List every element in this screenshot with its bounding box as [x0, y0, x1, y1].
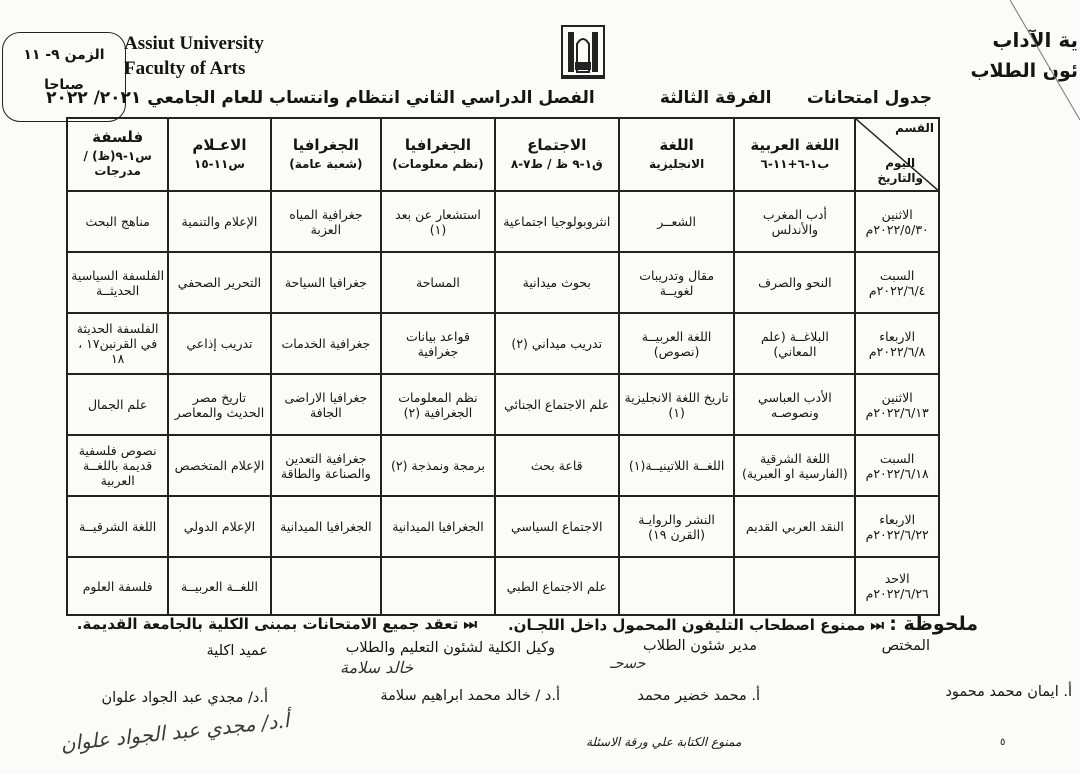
- note-1-text: ممنوع اصطحاب التليفون المحمول داخل اللجـان.: [507, 616, 866, 634]
- subject-cell: الإعلام الدولي: [168, 496, 270, 557]
- day-name: السبت: [879, 450, 915, 466]
- table-body: [67, 191, 939, 615]
- subject-cell: الشعــر: [619, 191, 735, 252]
- subject-cell: مقال وتدريبات لغويــة: [619, 252, 735, 313]
- day-date-cell: [855, 191, 939, 252]
- table-row: [67, 435, 939, 496]
- subject-cell: قواعد بيانات جغرافية: [381, 313, 495, 374]
- department-header: الاجتماع ق١-٩ ظ / ط٧-٨: [495, 118, 619, 191]
- subject-cell: تدريب إذاعي: [168, 313, 270, 374]
- subject-cell: [734, 557, 855, 615]
- subject-cell: قاعة بحث: [495, 435, 619, 496]
- subject-cell: علم الاجتماع الطبي: [495, 557, 619, 615]
- fast-forward-icon: ⏭: [463, 615, 477, 633]
- subject-cell: التحرير الصحفي: [168, 252, 270, 313]
- subject-cell: بحوث ميدانية: [495, 252, 619, 313]
- handwritten-signature-dean: أ.د/ مجدي عبد الجواد علوان: [59, 708, 291, 756]
- subject-cell: الفلسفة الحديثة في القرنين١٧ ، ١٨: [67, 313, 168, 374]
- exam-date: ٢٠٢٢/٦/٤م: [868, 282, 926, 298]
- signer-name-vice-dean: أ.د / خالد محمد ابراهيم سلامة: [380, 688, 560, 704]
- day-name: الاثنين: [881, 206, 913, 222]
- note-2-text: تعقد جميع الامتحانات بمبنى الكلية بالجامعة القديمة.: [76, 615, 459, 633]
- subject-cell: الإعلام والتنمية: [168, 191, 270, 252]
- fast-forward-icon: ⏭: [870, 616, 884, 634]
- department-header: اللغة العربية ب١-٦+١١-٦: [734, 118, 855, 191]
- student-affairs-ar: ئون الطلاب: [970, 60, 1078, 82]
- faculty-name-en: Faculty of Arts: [124, 58, 246, 79]
- corner-department-label: القسم: [895, 121, 934, 135]
- day-date-cell: [855, 313, 939, 374]
- signer-title-dean: عميد اكلية: [206, 643, 268, 659]
- subject-cell: جغرافية التعدين والصناعة والطاقة: [271, 435, 382, 496]
- subject-cell: الفلسفة السياسية الحديثــة: [67, 252, 168, 313]
- exam-date: ٢٠٢٢/٥/٣٠م: [865, 221, 929, 237]
- table-row: [67, 252, 939, 313]
- note-2: [77, 615, 477, 633]
- subject-cell: النحو والصرف: [734, 252, 855, 313]
- exam-date: ٢٠٢٢/٦/٢٦م: [865, 586, 929, 601]
- subject-cell: جغرافية المياه العزبة: [271, 191, 382, 252]
- table-row: [67, 313, 939, 374]
- department-header: اللغة الانجليزية: [619, 118, 735, 191]
- subject-cell: اللغة الشرقيــة: [67, 496, 168, 557]
- subject-cell: تاريخ مصر الحديث والمعاصر: [168, 374, 270, 435]
- day-name: الاربعاء: [879, 511, 916, 527]
- signer-name-affairs-director: أ. محمد خضير محمد: [637, 688, 760, 704]
- department-header: فلسفة س١-٩(ظ) / مدرجات: [67, 118, 168, 191]
- handwritten-signature-vice-dean: خالد سلامة: [340, 658, 414, 677]
- subject-cell: أدب المغرب والأندلس: [734, 191, 855, 252]
- corner-cell: [855, 118, 939, 191]
- corner-scan-line: [1010, 0, 1080, 160]
- table-header-row: [67, 118, 939, 191]
- department-header: الجغرافيا (نظم معلومات): [381, 118, 495, 191]
- subject-cell: الجغرافيا الميدانية: [271, 496, 382, 557]
- day-date-cell: [855, 374, 939, 435]
- table-row: [67, 496, 939, 557]
- subject-cell: النقد العربي القديم: [734, 496, 855, 557]
- corner-day-label: اليوم والتاريخ: [877, 156, 923, 185]
- subject-cell: انثروبولوجيا اجتماعية: [495, 191, 619, 252]
- subject-cell: برمجة ونمذجة (٢): [381, 435, 495, 496]
- table-row: [67, 557, 939, 615]
- day-name: الاحد: [884, 571, 910, 586]
- exam-date: ٢٠٢٢/٦/١٣م: [865, 404, 929, 420]
- subject-cell: اللغة الشرقية (الفارسية او العبرية): [734, 435, 855, 496]
- subject-cell: جغرافية الخدمات: [271, 313, 382, 374]
- subject-cell: الإعلام المتخصص: [168, 435, 270, 496]
- page-mark: ٥: [1000, 737, 1006, 748]
- department-header: الجغرافيا (شعبة عامة): [271, 118, 382, 191]
- subject-cell: الجغرافيا الميدانية: [381, 496, 495, 557]
- subject-cell: علم الاجتماع الجنائي: [495, 374, 619, 435]
- subject-cell: علم الجمال: [67, 374, 168, 435]
- subject-cell: استشعار عن بعد (١): [381, 191, 495, 252]
- exam-date: ٢٠٢٢/٦/٨م: [868, 343, 926, 359]
- exam-schedule-table: [66, 117, 940, 616]
- subject-cell: تاريخ اللغة الانجليزية (١): [619, 374, 735, 435]
- faculty-name-ar: ية الآداب: [992, 28, 1078, 52]
- exam-date: ٢٠٢٢/٦/٢٢م: [865, 526, 929, 542]
- exam-time-period: صباحا: [44, 77, 84, 93]
- subject-cell: اللغــة العربيــة: [168, 557, 270, 615]
- subject-cell: اللغــة اللاتينيــة(١): [619, 435, 735, 496]
- subject-cell: النشر والروايـة (القرن ١٩): [619, 496, 735, 557]
- note-label: ملحوظة :: [889, 613, 978, 635]
- university-logo-icon: [560, 22, 606, 80]
- exam-time: الزمن ٩- ١١: [23, 47, 105, 63]
- signer-title-specialist: المختص: [881, 638, 930, 654]
- day-name: الاربعاء: [879, 328, 916, 344]
- day-name: الاثنين: [881, 389, 913, 405]
- subject-cell: جغرافيا الاراضى الجافة: [271, 374, 382, 435]
- exam-time-box: [2, 32, 126, 122]
- university-name-en: Assiut University: [124, 33, 264, 54]
- day-date-cell: [855, 496, 939, 557]
- subject-cell: الاجتماع السياسي: [495, 496, 619, 557]
- footer-note: ممنوع الكتابة علي ورقة الاسئلة: [586, 735, 742, 749]
- note-1: [508, 613, 978, 635]
- handwritten-signature: ﺣﺳﺣـ: [610, 654, 646, 672]
- subject-cell: اللغة العربيــة (نصوص): [619, 313, 735, 374]
- subject-cell: مناهج البحث: [67, 191, 168, 252]
- subject-cell: [381, 557, 495, 615]
- subject-cell: المساحة: [381, 252, 495, 313]
- exam-date: ٢٠٢٢/٦/١٨م: [865, 465, 929, 481]
- day-date-cell: [855, 252, 939, 313]
- table-row: [67, 191, 939, 252]
- subject-cell: الأدب العباسي ونصوصـه: [734, 374, 855, 435]
- subject-cell: جغرافيا السياحة: [271, 252, 382, 313]
- day-date-cell: [855, 435, 939, 496]
- signer-name-specialist: أ. ايمان محمد محمود: [945, 684, 1072, 700]
- subject-cell: البلاغــة (علم المعاني): [734, 313, 855, 374]
- signer-title-vice-dean: وكيل الكلية لشئون التعليم والطلاب: [345, 640, 555, 656]
- schedule-title: جدول امتحانات الفرقة الثالثة الفصل الدراسي الثاني انتظام وانتساب للعام الجامعي ٢٠٢١/ ٢٠٢٢: [46, 88, 932, 108]
- signer-name-dean: أ.د/ مجدي عبد الجواد علوان: [101, 690, 268, 706]
- department-header: الاعـلام س١١-١٥: [168, 118, 270, 191]
- subject-cell: فلسفة العلوم: [67, 557, 168, 615]
- subject-cell: [619, 557, 735, 615]
- day-name: السبت: [879, 267, 915, 283]
- day-date-cell: [855, 557, 939, 615]
- subject-cell: نصوص فلسفية قديمة باللغــة العربية: [67, 435, 168, 496]
- signer-title-affairs-director: مدير شئون الطلاب: [643, 638, 757, 654]
- subject-cell: نظم المعلومات الجغرافية (٢): [381, 374, 495, 435]
- subject-cell: تدريب ميداني (٢): [495, 313, 619, 374]
- subject-cell: [271, 557, 382, 615]
- table-row: [67, 374, 939, 435]
